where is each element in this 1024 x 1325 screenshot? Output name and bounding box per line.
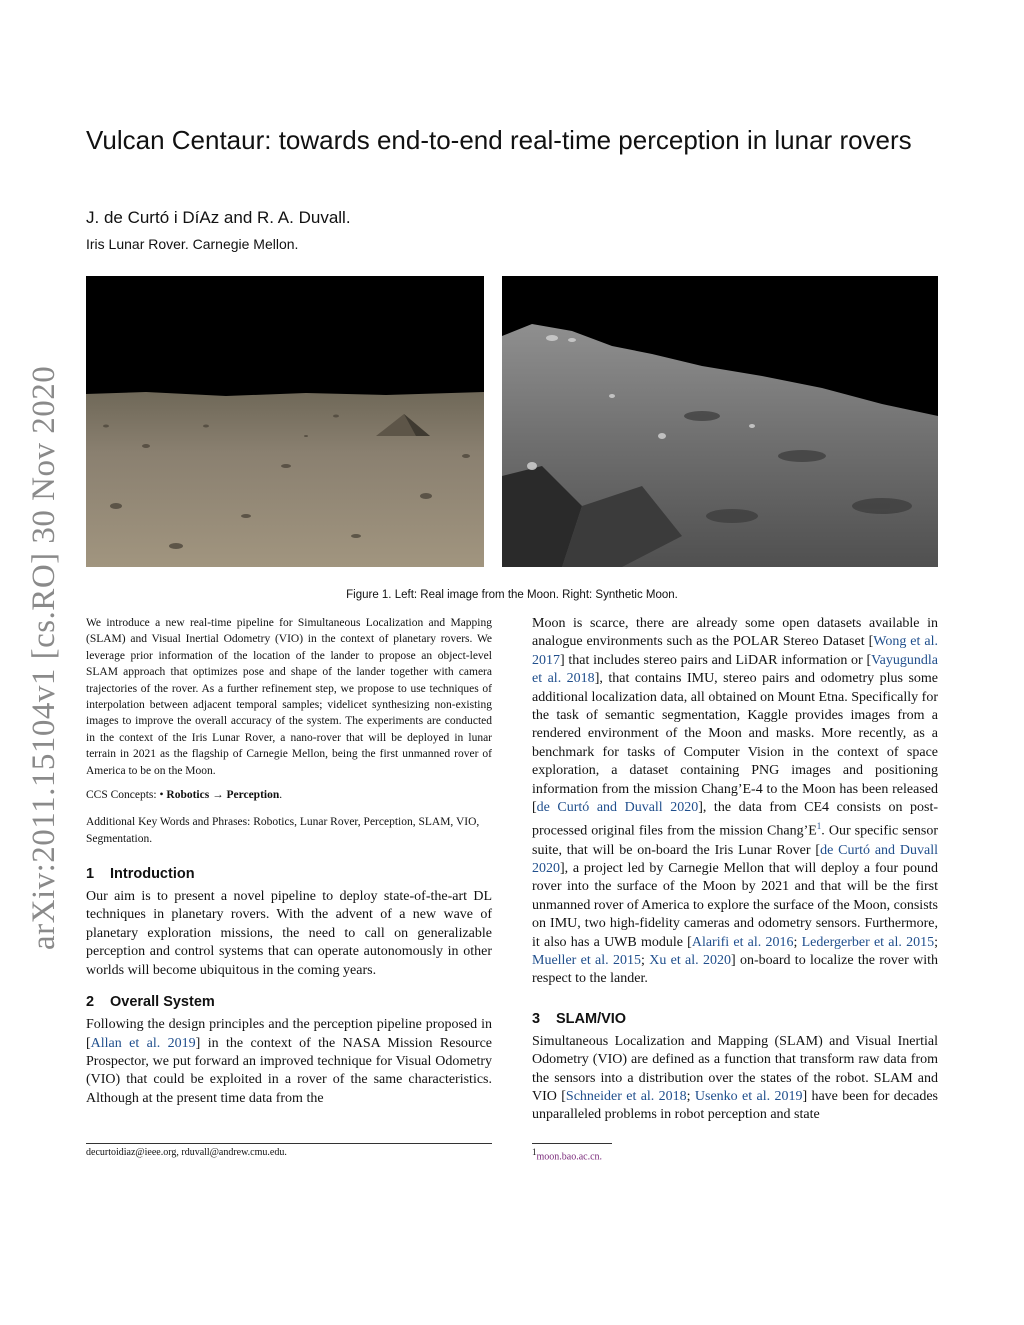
citation-link[interactable]: Wong et al. 2017 <box>532 634 938 668</box>
section-title: SLAM/VIO <box>556 1010 627 1027</box>
slam-vio-text <box>532 1033 938 1125</box>
keywords: Additional Key Words and Phrases: Robotics, Lunar Rover, Perception, SLAM, VIO, Segmentation. <box>86 816 480 846</box>
synthetic-moon-illustration <box>502 276 938 567</box>
citation-link[interactable]: Xu et al. 2020 <box>649 952 731 968</box>
citation-link[interactable]: Allan et al. 2019 <box>90 1035 196 1051</box>
overall-system-text <box>86 1016 492 1108</box>
section-number: 2 <box>86 994 95 1011</box>
affiliation: Iris Lunar Rover. Carnegie Mellon. <box>86 236 299 252</box>
section-number: 3 <box>532 1010 541 1027</box>
text-run: Following the design principles and the perception pipeline proposed in [ <box>86 1017 492 1051</box>
section-heading-slam-vio <box>532 1011 938 1027</box>
footnote-1 <box>532 1147 602 1162</box>
paper-title: Vulcan Centaur: towards end-to-end real-time perception in lunar rovers <box>86 125 912 155</box>
text-run: ], a project led by Carnegie Mellon that will deploy a four pound rover into the surface of the Moon by 2021 and that will be the first unmanned rover of America to explore the surface of the Moon, consists on IMU, two high-fidelity cameras and odometry sensors. Furthermore, it also has a UWB module [ <box>532 860 938 950</box>
footnote-divider-right <box>532 1143 612 1144</box>
ccs-concepts <box>86 787 492 804</box>
text-run: ] have been for decades unparalleled problems in robot perception and state <box>532 1089 939 1123</box>
text-run: . Our specific sensor suite, that will be on-board the Iris Lunar Rover [ <box>532 824 938 858</box>
citation-link[interactable]: Usenko et al. 2019 <box>694 1089 803 1104</box>
section-title: Overall System <box>110 994 215 1011</box>
right-column <box>532 615 938 1125</box>
introduction-text: Our aim is to present a novel pipeline to deploy state-of-the-art DL techniques in planetary rovers. With the advent of a new wave of planetary exploration missions, the need to call on generalizable perception and control systems that can operate autonomously in other worlds will become ubiquitous in the coming years. <box>86 889 492 978</box>
ccs-label: CCS Concepts: • <box>86 789 164 802</box>
text-run: Moon is scarce, there are already some open datasets available in analogue environments such as the POLAR Stereo Dataset [ <box>532 616 938 650</box>
text-run: ; <box>686 1089 695 1104</box>
footnote-divider-left <box>86 1143 492 1144</box>
text-run: Simultaneous Localization and Mapping (SLAM) and Visual Inertial Odometry (VIO) are defined as a function that transform raw data from the sensors into a distribution over the states of the robot. SLAM and VIO [ <box>532 1033 938 1104</box>
arxiv-identifier: arXiv:2011.15104v1 [cs.RO] 30 Nov 2020 <box>26 365 62 950</box>
text-run: ; <box>934 934 938 950</box>
ccs-end: . <box>279 789 283 802</box>
section-number: 1 <box>86 866 95 883</box>
figure-caption: Figure 1. Left: Real image from the Moon. Right: Synthetic Moon. <box>346 589 678 601</box>
ccs-arrow: → <box>212 789 224 802</box>
text-run: ] on-board to localize the rover with respect to the lander. <box>532 952 939 987</box>
citation-link[interactable]: Ledergerber et al. 2015 <box>801 934 935 950</box>
footnote-url-link[interactable]: moon.bao.ac.cn. <box>536 1151 603 1163</box>
citation-link[interactable]: de Curtó and Duvall 2020 <box>536 800 699 816</box>
real-moon-illustration <box>86 276 484 567</box>
citation-link[interactable]: Alarifi et al. 2016 <box>691 934 794 950</box>
footnote-marker[interactable]: 1 <box>816 821 822 832</box>
left-column <box>86 615 492 1108</box>
citation-link[interactable]: Vayugundla et al. 2018 <box>532 652 938 687</box>
text-run: ], the data from CE4 consists on post-processed original files from the mission Chang’E <box>532 800 938 840</box>
section-heading-overall-system <box>86 994 492 1010</box>
synthetic-moon-image <box>502 276 938 567</box>
footnote-number: 1 <box>532 1147 537 1157</box>
ccs-perception: Perception <box>226 789 280 802</box>
text-run: ], that contains IMU, stereo pairs and odometry plus some additional localization data, all obtained on Mount Etna. Specifically for the task of semantic segmentation, Kaggle provides images from a rendered environment of the Moon and masks. More recently, as a benchmark for tasks of Computer Vision in the context of space exploration, a dataset containing PNG images and positioning information from the mission Chang’E-4 to the Moon has been released [ <box>532 671 938 816</box>
author-emails: decurtoidiaz@ieee.org, rduvall@andrew.cmu.edu. <box>86 1147 287 1158</box>
authors: J. de Curtó i DíAz and R. A. Duvall. <box>86 208 351 227</box>
text-run: ; <box>793 934 802 950</box>
citation-link[interactable]: Schneider et al. 2018 <box>565 1089 687 1104</box>
real-moon-image <box>86 276 484 567</box>
text-run: ] that includes stereo pairs and LiDAR information or [ <box>560 652 872 668</box>
section-heading-introduction <box>86 866 492 882</box>
abstract: We introduce a new real-time pipeline for Simultaneous Localization and Mapping (SLAM) and Visual Inertial Odometry (VIO) in the context of planetary rovers. We leverage prior information of the location of the lander to propose an object-level SLAM approach that optimizes pose and shape of the lander together with camera trajectories of the rover. As a further refinement step, we propose to use techniques of interpolation between adjacent temporal samples; videlicet synthesizing non-existing images to improve the overall accuracy of the system. The experiments are conducted in the context of the Iris Lunar Rover, a nano-rover that will be deployed in lunar terrain in 2021 as the flagship of Carnegie Mellon, being the first unmanned rover of America to be on the Moon. <box>86 617 492 777</box>
section-title: Introduction <box>110 866 195 883</box>
citation-link[interactable]: de Curtó and Duvall 2020 <box>532 842 938 876</box>
citation-link[interactable]: Mueller et al. 2015 <box>532 952 641 968</box>
text-run: ; <box>640 952 650 968</box>
datasets-paragraph <box>532 615 938 989</box>
text-run: ] in the context of the NASA Mission Resource Prospector, we put forward an improved technique for Visual Odometry (VIO) that could be exploited in a rover of the same characteristics. Although at the present time data from the <box>86 1035 493 1106</box>
ccs-robotics: Robotics <box>166 789 210 802</box>
